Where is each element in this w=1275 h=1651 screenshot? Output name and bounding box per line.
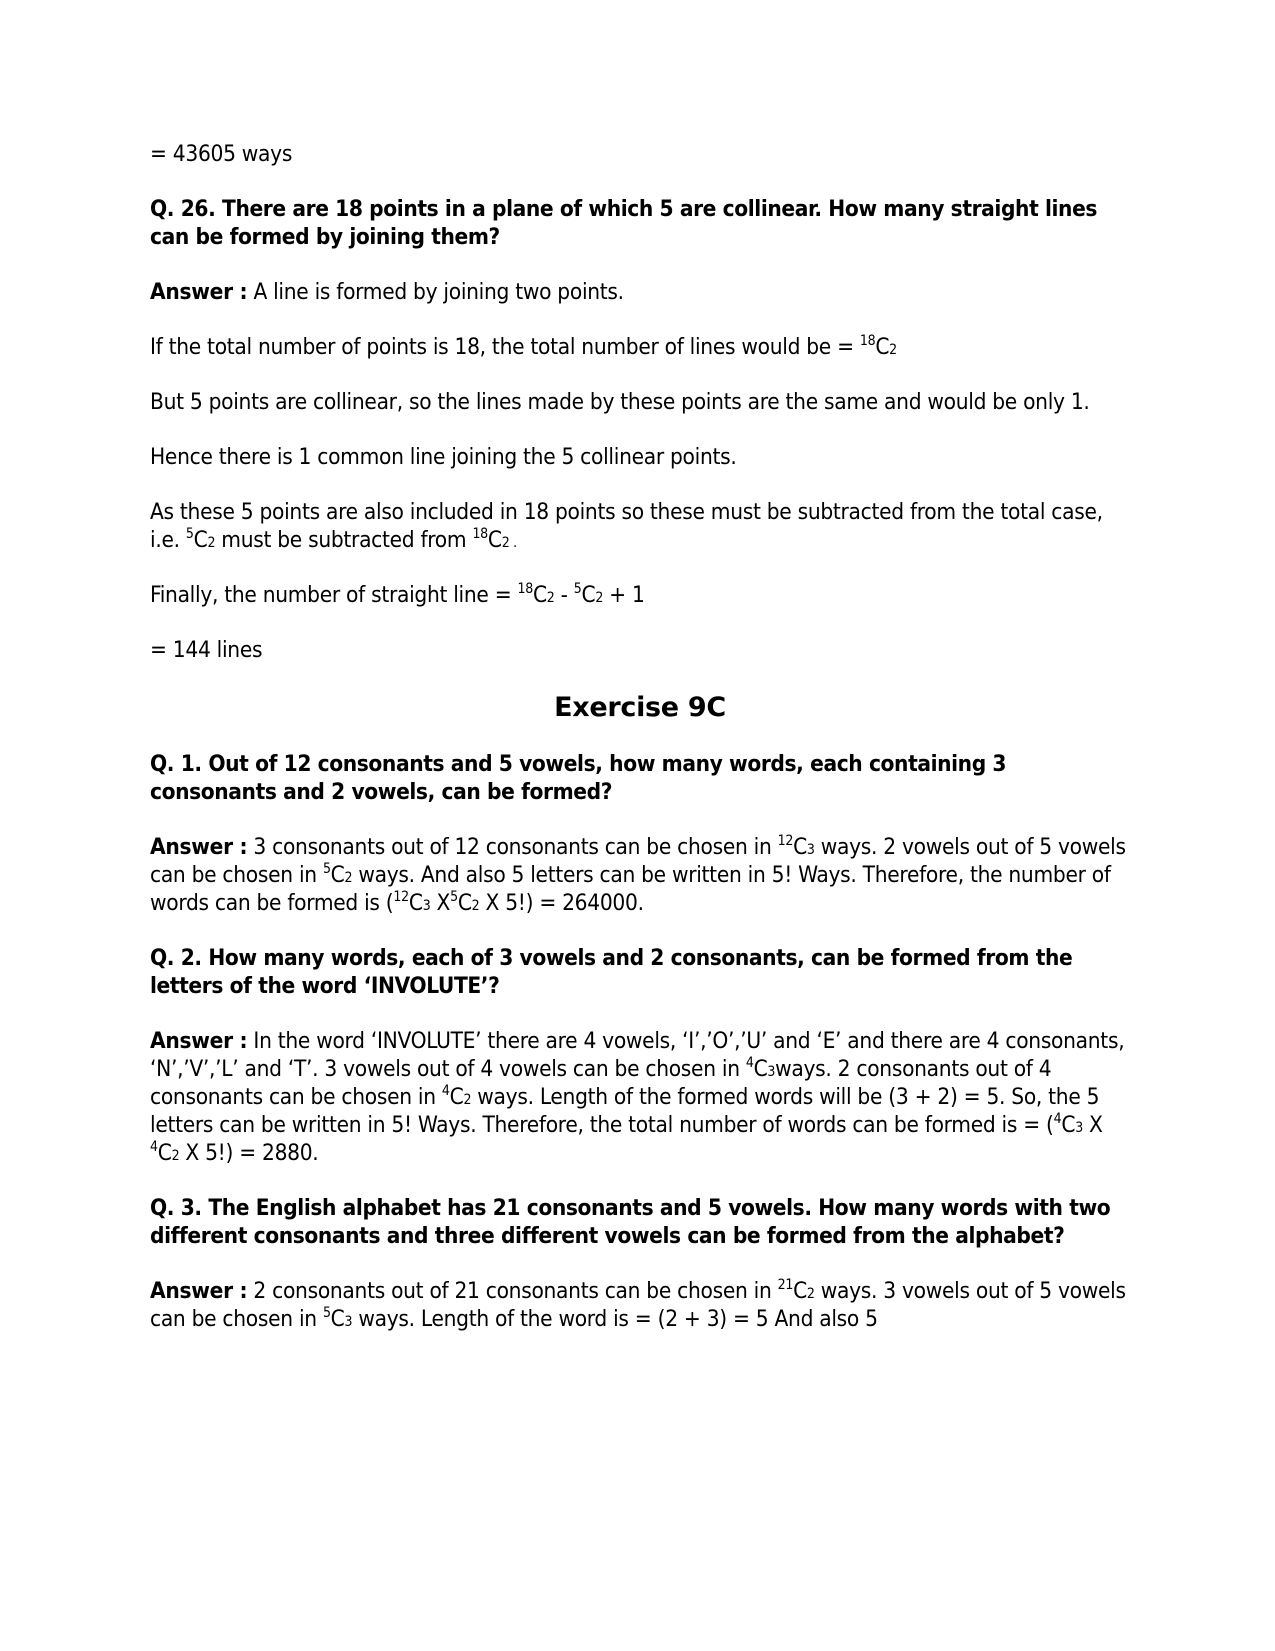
answer-2: Answer : In the word ‘INVOLUTE’ there are 4 vowels, ‘I’,’O’,’U’ and ‘E’ and there are 4 consonants, ‘N’,’V’,’L’ and ‘T’. 3 vowels out of 4 vowels can be chosen in $^4$C3ways. 2 consonants out of 4 consonants can be chosen in $^4$C2 ways. Length of the formed words will be (3 + 2) = 5. So, the 5 letters can be written in 5! Ways. Therefore, the total number of words can be formed is = ($^4$C3 X $^4$C2 X 5!) = 2880. <box>150 1028 1125 1166</box>
answer-26-line-5: As these 5 points are also included in 18 points so these must be subtracted from the total case, i.e. $^5$C2 must be subtracted from $^{18}$C2 . <box>150 499 1103 553</box>
answer-1: Answer : 3 consonants out of 12 consonants can be chosen in $^{12}$C3 ways. 2 vowels out of 5 vowels can be chosen in $^5$C2 ways. And also 5 letters can be written in 5! Ways. Therefore, the number of words can be formed is ($^{12}$C3 $X^5C2$ X 5!) = 264000. <box>150 833 1126 916</box>
answer-label: Answer : <box>150 834 248 860</box>
result-line: = 43605 ways <box>150 141 293 167</box>
answer-26-result: = 144 lines <box>150 637 263 663</box>
answer-label: Answer : <box>150 279 248 305</box>
question-2: Q. 2. How many words, each of 3 vowels and 2 consonants, can be formed from the letters of the word ‘INVOLUTE’? <box>150 945 1073 999</box>
question-1: Q. 1. Out of 12 consonants and 5 vowels, how many words, each containing 3 consonants and 2 vowels, can be formed? <box>150 751 1007 805</box>
answer-26-line-2: If the total number of points is 18, the total number of lines would be = $^{18}$C2 <box>150 333 897 360</box>
answer-26-line-3: But 5 points are collinear, so the lines made by these points are the same and would be only 1. <box>150 389 1090 415</box>
answer-3: Answer : 2 consonants out of 21 consonants can be chosen in $^{21}$C2 ways. 3 vowels out of 5 vowels can be chosen in $^5$C3 ways. Length of the word is = (2 + 3) = 5 And also 5 <box>150 1277 1126 1332</box>
answer-26-line-6: Finally, the number of straight line = $^{18}$C2 - $^5$C2 + 1 <box>150 581 645 608</box>
answer-26-line-1: Answer : A line is formed by joining two points. <box>150 279 624 305</box>
answer-label: Answer : <box>150 1278 248 1304</box>
question-26: Q. 26. There are 18 points in a plane of which 5 are collinear. How many straight lines can be formed by joining them? <box>150 196 1098 250</box>
exercise-heading: Exercise 9C <box>554 692 726 723</box>
document-page <box>150 140 1130 1360</box>
answer-label: Answer : <box>150 1028 248 1054</box>
answer-26-line-4: Hence there is 1 common line joining the 5 collinear points. <box>150 444 737 470</box>
question-3: Q. 3. The English alphabet has 21 consonants and 5 vowels. How many words with two different consonants and three different vowels can be formed from the alphabet? <box>150 1195 1111 1249</box>
